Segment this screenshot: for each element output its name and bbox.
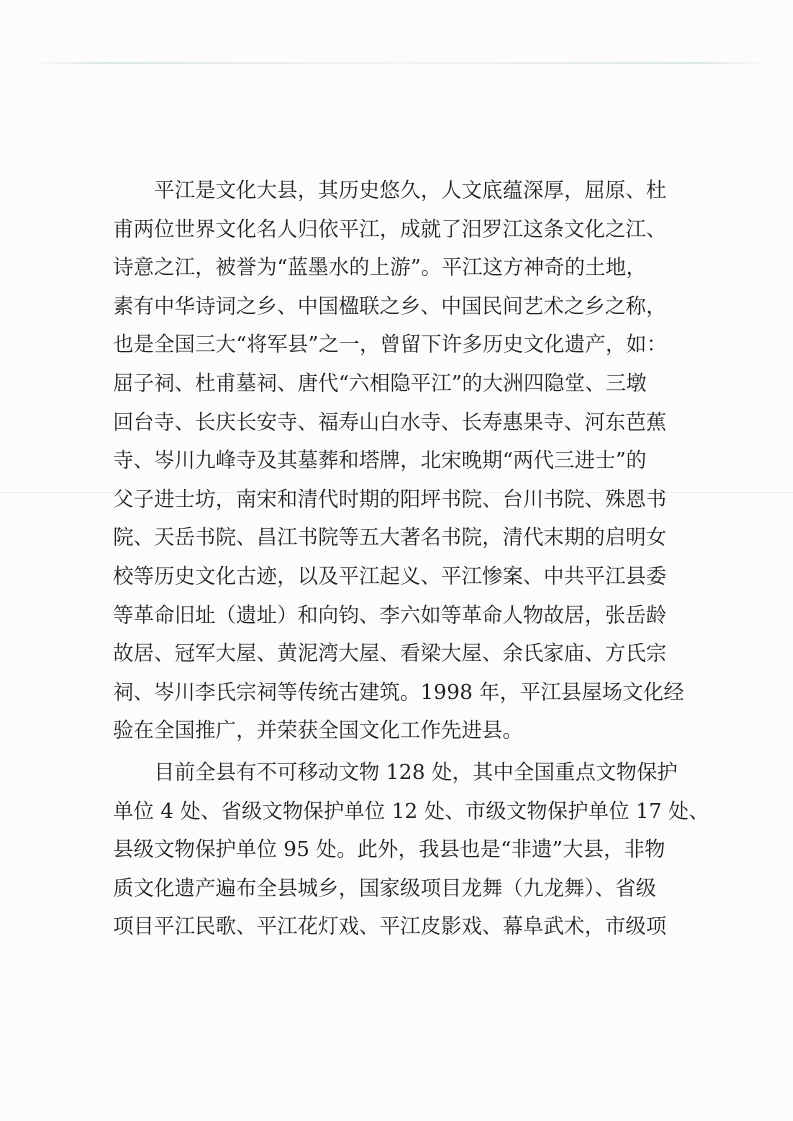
text-line: 目前全县有不可移动文物 128 处，其中全国重点文物保护 bbox=[154, 759, 678, 784]
text-line: 质文化遗产遍布全县城乡，国家级项目龙舞（九龙舞）、省级 bbox=[113, 875, 657, 900]
text-line: 屈子祠、杜甫墓祠、唐代“六相隐平江”的大洲四隐堂、三墩 bbox=[113, 370, 647, 395]
text-line: 回台寺、长庆长安寺、福寿山白水寺、长寿惠果寺、河东芭蕉 bbox=[113, 409, 667, 434]
text-line: 县级文物保护单位 95 处。此外，我县也是“非遗”大县，非物 bbox=[113, 837, 666, 862]
paragraph-1 bbox=[113, 171, 693, 750]
text-line: 寺、岑川九峰寺及其墓葬和塔牌，北宋晚期“两代三进士”的 bbox=[113, 448, 647, 473]
text-line: 校等历史文化古迹，以及平江起义、平江惨案、中共平江县委 bbox=[113, 563, 667, 588]
text-line: 甫两位世界文化名人归依平江，成就了汨罗江这条文化之江、 bbox=[113, 216, 667, 241]
text-line: 等革命旧址（遗址）和向钧、李六如等革命人物故居，张岳龄 bbox=[113, 602, 667, 627]
paragraph-2 bbox=[113, 753, 710, 946]
text-line: 诗意之江，被誉为“蓝墨水的上游”。平江这方神奇的土地， bbox=[113, 255, 647, 280]
text-line: 也是全国三大“将军县”之一，曾留下许多历史文化遗产，如： bbox=[113, 332, 667, 357]
text-line: 单位 4 处、省级文物保护单位 12 处、市级文物保护单位 17 处、 bbox=[113, 798, 710, 823]
text-line: 父子进士坊，南宋和清代时期的阳坪书院、台川书院、殊恩书 bbox=[113, 486, 667, 511]
document-body bbox=[113, 171, 710, 946]
text-line: 故居、冠军大屋、黄泥湾大屋、看梁大屋、余氏家庙、方氏宗 bbox=[113, 641, 667, 666]
text-line: 验在全国推广，并荣获全国文化工作先进县。 bbox=[113, 718, 523, 743]
text-line: 平江是文化大县，其历史悠久，人文底蕴深厚，屈原、杜 bbox=[154, 178, 667, 202]
scan-artifact-top bbox=[30, 62, 770, 64]
text-line: 项目平江民歌、平江花灯戏、平江皮影戏、幕阜武术，市级项 bbox=[113, 914, 667, 939]
text-line: 素有中华诗词之乡、中国楹联之乡、中国民间艺术之乡之称， bbox=[113, 293, 667, 318]
text-line: 祠、岑川李氏宗祠等传统古建筑。1998 年，平江县屋场文化经 bbox=[113, 679, 685, 704]
text-line: 院、天岳书院、昌江书院等五大著名书院，清代末期的启明女 bbox=[113, 525, 667, 550]
